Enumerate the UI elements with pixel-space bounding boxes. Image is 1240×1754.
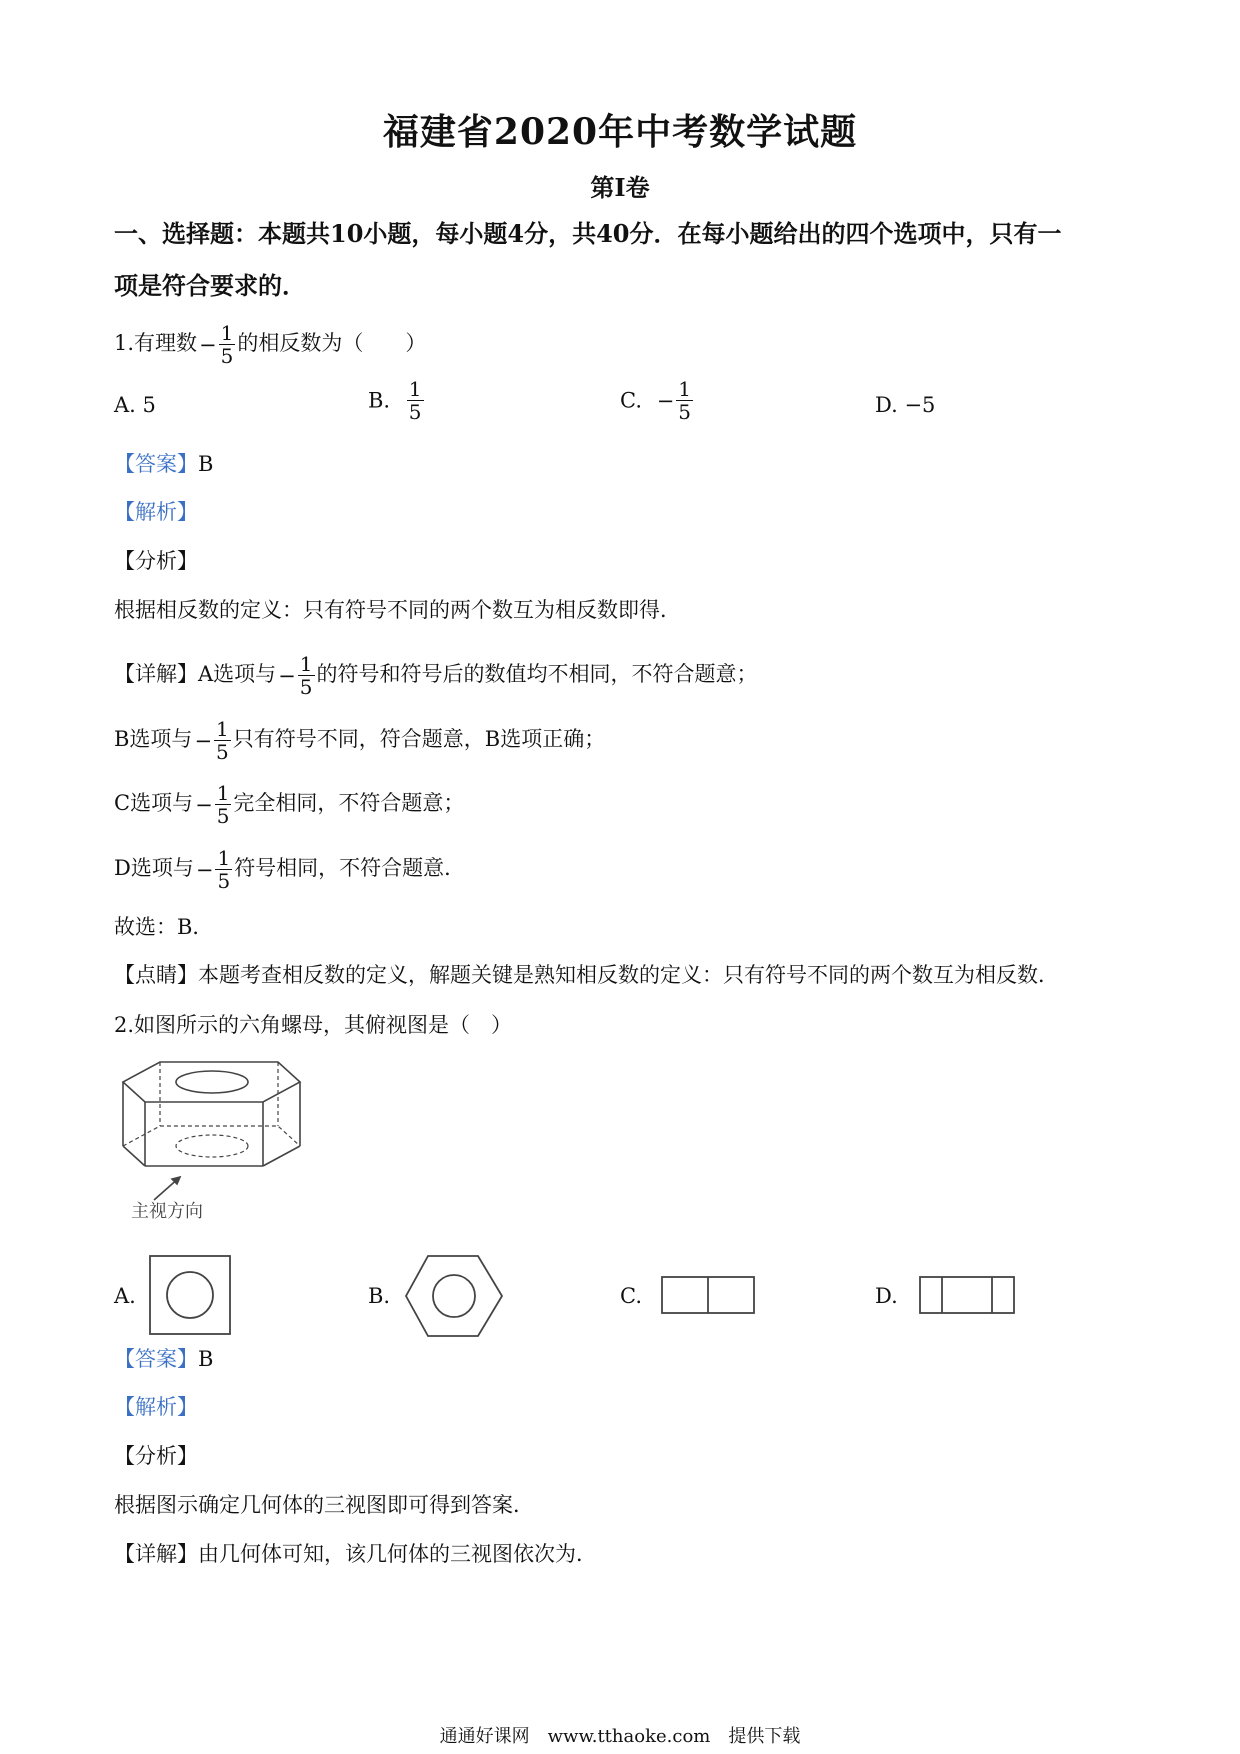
q1-detail-b-den: 5 [216,740,229,764]
q1-option-b-fraction [407,378,424,423]
q1-fraction [219,322,236,367]
q1-detail-b-pre: B选项与 [114,727,193,751]
page-title: 福建省2020年中考数学试题 [382,111,858,153]
q1-detail-c-pre: C选项与 [114,791,194,815]
q1-detail-a-post: 的符号和符号后的数值均不相同，不符合题意； [316,662,758,686]
q1-dianjing [114,960,1059,990]
q1-detail-d-fraction [215,847,232,892]
q2-jiexi: 【解析】 [114,1395,198,1419]
q1-detail-a-neg: − [278,663,296,688]
q2-option-a-label: A. [114,1284,136,1308]
q1-answer-line [114,449,213,479]
q1-detail-b-num: 1 [216,717,229,741]
q1-prefix: 1.有理数 [114,331,198,355]
q2-detail-tag: 【详解】 [114,1542,198,1566]
q1-jiexi: 【解析】 [114,500,198,524]
q1-choose: 故选：B． [114,915,214,939]
q1-detail-a-fraction [298,653,315,698]
q1-detail-a-den: 5 [299,675,313,699]
q2-option-c-label: C. [620,1284,642,1308]
q1-option-c-fraction [676,378,693,423]
q1-detail-c [114,782,464,827]
q1-detail-a-pre: A选项与 [198,662,277,686]
section-line-2: 项是符合要求的． [114,271,306,300]
q2-detail [114,1539,597,1569]
q2-detail-text: 由几何体可知，该几何体的三视图依次为． [198,1542,597,1566]
q1-detail-c-post: 完全相同，不符合题意； [233,791,465,815]
q2-option-d-label: D. [875,1284,898,1308]
q1-fenxi-text: 根据相反数的定义：只有符号不同的两个数互为相反数即得． [114,598,681,622]
q1-dianjing-text: 本题考查相反数的定义，解题关键是熟知相反数的定义：只有符号不同的两个数互为相反数． [198,963,1059,987]
q2-option-d-figure [918,1275,1016,1315]
q1-detail-c-den: 5 [216,804,230,828]
q1-detail-d-num: 1 [217,846,231,870]
q1-frac-num: 1 [220,321,234,345]
q2-fenxi: 【分析】 [114,1444,198,1468]
q1-option-a: A. 5 [114,393,156,417]
q2-stem: 2.如图所示的六角螺母，其俯视图是（ ） [114,1013,513,1037]
q1-detail-a [114,653,758,698]
q1-detail-b-fraction [214,718,231,763]
q2-fenxi-text: 根据图示确定几何体的三视图即可得到答案． [114,1493,534,1517]
q1-detail-d-den: 5 [217,869,231,893]
section-line-1: 一、选择题：本题共10小题，每小题4分，共40分．在每小题给出的四个选项中，只有一 [114,219,1062,248]
q1-frac-den: 5 [220,344,234,368]
q1-b-den: 5 [408,400,422,424]
q1-option-c-neg: − [656,388,675,413]
q1-detail-tag: 【详解】 [114,662,198,686]
q2-answer-line [114,1344,213,1374]
section-heading [114,208,1134,312]
q1-detail-c-fraction [215,782,232,827]
q2-option-b-label: B. [368,1284,391,1308]
q1-option-c-label: C. [620,388,642,413]
q1-detail-d-neg: − [195,857,214,882]
q1-detail-b-neg: − [194,728,213,753]
q2-option-c-figure [660,1275,756,1315]
q1-answer-tag: 【答案】 [114,452,198,476]
q1-option-b [368,378,426,423]
q1-c-den: 5 [678,400,692,424]
volume-title: 第I卷 [590,173,650,202]
q1-detail-c-neg: − [195,792,213,817]
q1-stem [114,322,426,367]
q1-detail-b-post: 只有符号不同，符合题意，B选项正确； [232,727,606,751]
q1-option-b-label: B. [368,388,391,413]
q2-option-a-figure [148,1254,234,1336]
q1-dianjing-tag: 【点睛】 [114,963,198,987]
q1-neg-sign: − [199,332,217,357]
q1-detail-d [114,847,465,892]
q1-b-num: 1 [408,377,422,401]
q1-answer: B [198,452,214,476]
q1-detail-d-post: 符号相同，不符合题意． [234,856,466,880]
q1-c-num: 1 [678,377,692,401]
q2-answer: B [198,1347,214,1371]
q1-detail-c-num: 1 [216,781,230,805]
q1-detail-a-num: 1 [299,652,313,676]
q2-answer-tag: 【答案】 [114,1347,198,1371]
q1-detail-b [114,718,605,763]
q2-option-b-figure [404,1254,504,1338]
page-footer: 通通好课网 www.tthaoke.com 提供下载 [439,1726,801,1747]
q1-detail-d-pre: D选项与 [114,856,194,880]
figure-label: 主视方向 [131,1201,203,1222]
q1-option-d: D. −5 [875,393,936,417]
q1-fenxi: 【分析】 [114,549,198,573]
q1-option-c [620,378,695,423]
q1-suffix: 的相反数为（ ） [237,331,427,355]
